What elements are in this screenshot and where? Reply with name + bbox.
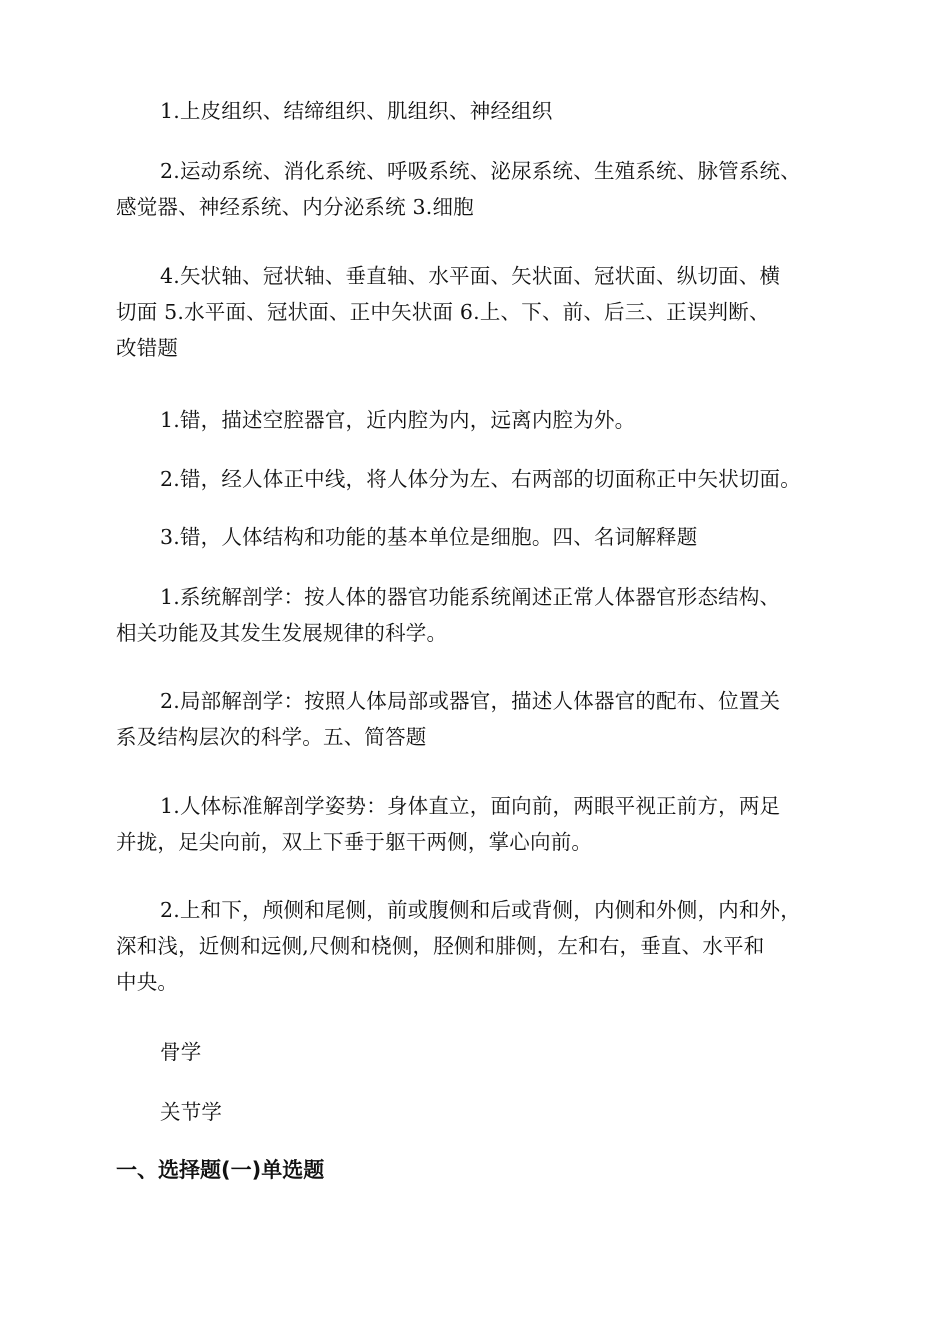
answer-paragraph-1: 1.上皮组织、结缔组织、肌组织、神经组织 [160,99,553,123]
judgment-item-2: 2.错，经人体正中线，将人体分为左、右两部的切面称正中矢状切面。 [160,467,801,491]
term-definition-2: 2.局部解剖学：按照人体局部或器官，描述人体器官的配布、位置关 系及结构层次的科学。五、简答题 [116,689,781,749]
answer-paragraph-3: 4.矢状轴、冠状轴、垂直轴、水平面、矢状面、冠状面、纵切面、横 切面 5.水平面、冠状面、正中矢状面 6.上、下、前、后三、正误判断、 改错题 [116,264,781,360]
section-label-arthrology: 关节学 [160,1100,223,1124]
answer-paragraph-2: 2.运动系统、消化系统、呼吸系统、泌尿系统、生殖系统、脉管系统、 感觉器、神经系统、内分泌系统 3.细胞 [116,159,801,219]
short-answer-2: 2.上和下，颅侧和尾侧，前或腹侧和后或背侧，内侧和外侧，内和外， 深和浅，近侧和远侧,尺侧和桡侧，胫侧和腓侧，左和右，垂直、水平和 中央。 [116,898,801,994]
judgment-item-3: 3.错，人体结构和功能的基本单位是细胞。四、名词解释题 [160,525,698,549]
judgment-item-1: 1.错，描述空腔器官，近内腔为内，远离内腔为外。 [160,408,636,432]
section-heading: 一、选择题(一)单选题 [116,1158,325,1182]
section-label-osteology: 骨学 [160,1040,202,1064]
term-definition-1: 1.系统解剖学：按人体的器官功能系统阐述正常人体器官形态结构、 相关功能及其发生发展规律的科学。 [116,585,781,645]
short-answer-1: 1.人体标准解剖学姿势：身体直立，面向前，两眼平视正前方，两足 并拢，足尖向前，双上下垂于躯干两侧，掌心向前。 [116,794,781,854]
